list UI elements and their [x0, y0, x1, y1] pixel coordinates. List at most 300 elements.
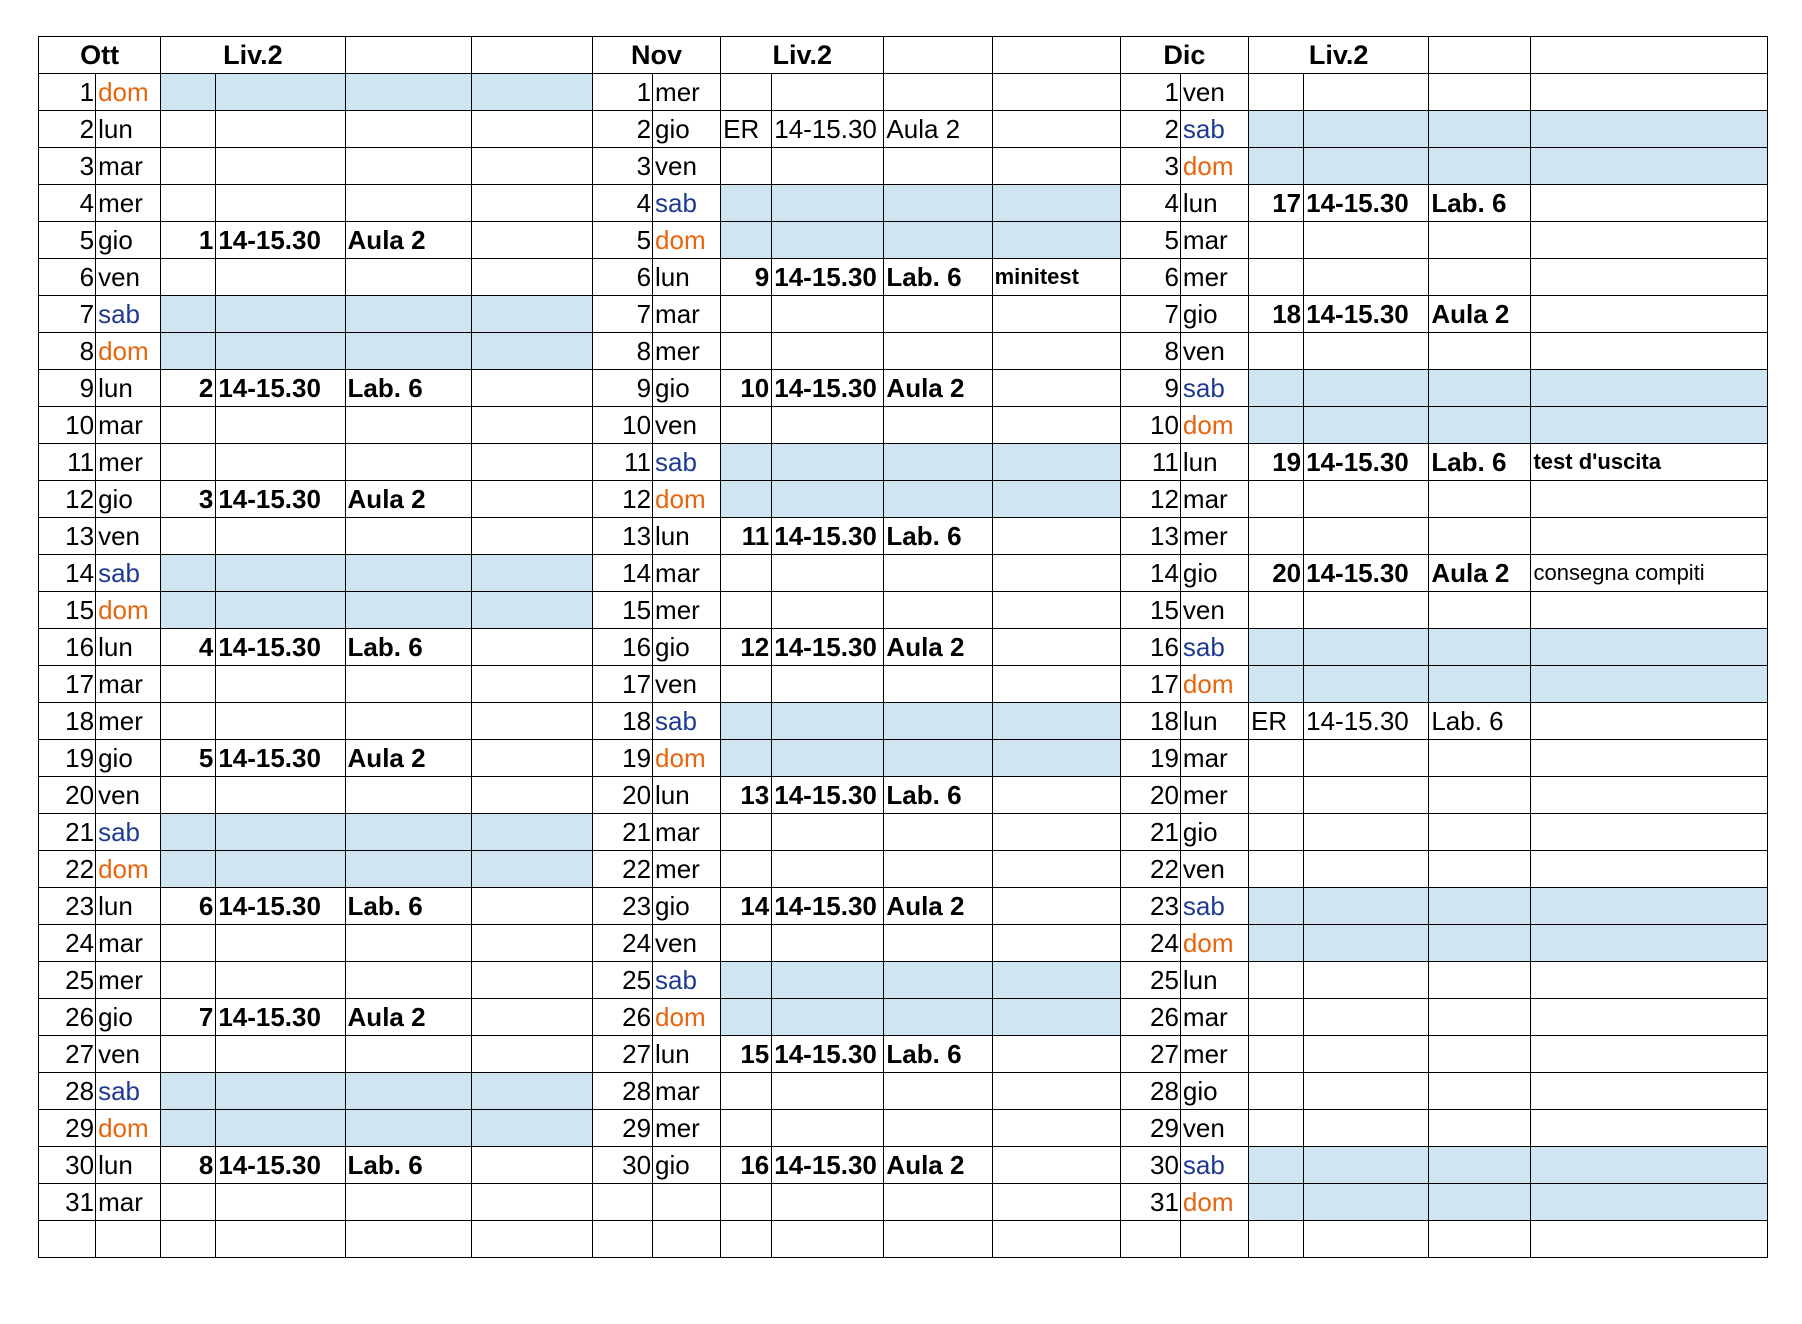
weekday-dic: ven [1180, 74, 1248, 111]
lesson-time [1304, 999, 1429, 1036]
lesson-note [1531, 814, 1768, 851]
lesson-note [471, 925, 592, 962]
lesson-time [216, 74, 345, 111]
table-row [39, 481, 1768, 518]
lesson-time [772, 74, 884, 111]
lesson-room [345, 592, 471, 629]
date-ott: 1 [39, 74, 96, 111]
header-empty [1429, 37, 1531, 74]
weekday-ott: mar [96, 1184, 161, 1221]
date-nov: 28 [592, 1073, 652, 1110]
lesson-room: Aula 2 [884, 370, 992, 407]
table-row [39, 1147, 1768, 1184]
empty-cell [992, 1184, 1120, 1221]
empty-cell [1429, 1221, 1531, 1258]
date-ott: 16 [39, 629, 96, 666]
weekday-dic: lun [1180, 703, 1248, 740]
weekday-nov: lun [653, 518, 721, 555]
table-row [39, 592, 1768, 629]
date-dic: 28 [1120, 1073, 1180, 1110]
lesson-time [772, 444, 884, 481]
lesson-time [772, 740, 884, 777]
date-nov: 17 [592, 666, 652, 703]
calendar-sheet [38, 36, 1768, 1268]
lesson-time: 14-15.30 [772, 777, 884, 814]
lesson-number [161, 1184, 216, 1221]
lesson-note [992, 222, 1120, 259]
lesson-time [216, 1110, 345, 1147]
weekday-nov: ven [653, 148, 721, 185]
empty-cell [653, 1221, 721, 1258]
lesson-time [772, 999, 884, 1036]
lesson-note [1531, 259, 1768, 296]
weekday-ott: dom [96, 333, 161, 370]
weekday-nov: mer [653, 74, 721, 111]
date-ott: 18 [39, 703, 96, 740]
table-row [39, 555, 1768, 592]
lesson-note [1531, 999, 1768, 1036]
lesson-room: Lab. 6 [884, 777, 992, 814]
lesson-note [1531, 888, 1768, 925]
weekday-nov: sab [653, 962, 721, 999]
date-nov: 23 [592, 888, 652, 925]
lesson-note [992, 74, 1120, 111]
lesson-room [1429, 814, 1531, 851]
weekday-ott: mer [96, 444, 161, 481]
date-ott: 24 [39, 925, 96, 962]
lesson-time [216, 1073, 345, 1110]
lesson-room [345, 814, 471, 851]
weekday-ott: mer [96, 185, 161, 222]
lesson-room [1429, 1110, 1531, 1147]
lesson-note [1531, 296, 1768, 333]
lesson-number [161, 592, 216, 629]
lesson-number [721, 407, 772, 444]
lesson-note [471, 1110, 592, 1147]
date-dic: 12 [1120, 481, 1180, 518]
date-ott: 22 [39, 851, 96, 888]
lesson-time [1304, 740, 1429, 777]
lesson-note [992, 148, 1120, 185]
lesson-time [1304, 851, 1429, 888]
lesson-note [1531, 185, 1768, 222]
lesson-note [992, 1036, 1120, 1073]
lesson-room [884, 1073, 992, 1110]
lesson-note [1531, 481, 1768, 518]
table-row [39, 407, 1768, 444]
table-row [39, 703, 1768, 740]
lesson-note [992, 888, 1120, 925]
date-dic: 16 [1120, 629, 1180, 666]
lesson-note [471, 592, 592, 629]
lesson-room [1429, 1147, 1531, 1184]
date-nov: 27 [592, 1036, 652, 1073]
table-row [39, 296, 1768, 333]
lesson-room [884, 333, 992, 370]
table-row [39, 333, 1768, 370]
weekday-ott: mer [96, 962, 161, 999]
lesson-room [1429, 629, 1531, 666]
level-header-ott: Liv.2 [161, 37, 345, 74]
lesson-time: 14-15.30 [772, 370, 884, 407]
lesson-time [1304, 1147, 1429, 1184]
weekday-nov: sab [653, 185, 721, 222]
table-row [39, 444, 1768, 481]
lesson-note [992, 444, 1120, 481]
lesson-room: Aula 2 [884, 888, 992, 925]
lesson-room: Aula 2 [345, 999, 471, 1036]
weekday-ott: mar [96, 407, 161, 444]
lesson-note [1531, 148, 1768, 185]
weekday-dic: dom [1180, 148, 1248, 185]
lesson-time: 14-15.30 [772, 1147, 884, 1184]
date-ott: 28 [39, 1073, 96, 1110]
lesson-number [161, 296, 216, 333]
weekday-nov: gio [653, 370, 721, 407]
lesson-time: 14-15.30 [216, 1147, 345, 1184]
lesson-time [772, 814, 884, 851]
empty-cell [345, 1221, 471, 1258]
lesson-number [721, 296, 772, 333]
lesson-number: 13 [721, 777, 772, 814]
lesson-note [992, 185, 1120, 222]
lesson-number [161, 148, 216, 185]
date-ott: 11 [39, 444, 96, 481]
lesson-room [1429, 740, 1531, 777]
lesson-room: Aula 2 [1429, 555, 1531, 592]
weekday-ott: sab [96, 555, 161, 592]
lesson-note [1531, 962, 1768, 999]
lesson-room [1429, 851, 1531, 888]
lesson-room [345, 703, 471, 740]
date-nov: 30 [592, 1147, 652, 1184]
lesson-note [471, 703, 592, 740]
table-row [39, 74, 1768, 111]
lesson-number: 7 [161, 999, 216, 1036]
lesson-time [216, 148, 345, 185]
date-ott: 19 [39, 740, 96, 777]
lesson-time [216, 666, 345, 703]
lesson-number [721, 703, 772, 740]
weekday-nov: mar [653, 296, 721, 333]
lesson-number [161, 1110, 216, 1147]
lesson-note [992, 629, 1120, 666]
lesson-note [992, 851, 1120, 888]
date-ott: 17 [39, 666, 96, 703]
date-dic: 10 [1120, 407, 1180, 444]
lesson-time [216, 962, 345, 999]
lesson-time [772, 592, 884, 629]
lesson-room [345, 407, 471, 444]
lesson-note [992, 814, 1120, 851]
date-ott: 8 [39, 333, 96, 370]
lesson-note [1531, 592, 1768, 629]
date-nov: 13 [592, 518, 652, 555]
lesson-number [1249, 74, 1304, 111]
lesson-number [161, 1036, 216, 1073]
table-row [39, 962, 1768, 999]
lesson-note [471, 1147, 592, 1184]
date-ott: 5 [39, 222, 96, 259]
weekday-dic: gio [1180, 814, 1248, 851]
lesson-room [884, 925, 992, 962]
date-dic: 5 [1120, 222, 1180, 259]
lesson-number: ER [721, 111, 772, 148]
table-row [39, 148, 1768, 185]
lesson-room [1429, 1036, 1531, 1073]
date-ott: 15 [39, 592, 96, 629]
weekday-dic: mar [1180, 222, 1248, 259]
lesson-note [1531, 1110, 1768, 1147]
lesson-room: Aula 2 [884, 629, 992, 666]
lesson-time: 14-15.30 [772, 1036, 884, 1073]
header-empty [471, 37, 592, 74]
lesson-room [1429, 370, 1531, 407]
lesson-number [1249, 1036, 1304, 1073]
weekday-dic: mar [1180, 740, 1248, 777]
lesson-time [1304, 925, 1429, 962]
table-row [39, 925, 1768, 962]
weekday-ott: lun [96, 370, 161, 407]
lesson-number [1249, 629, 1304, 666]
lesson-room: Lab. 6 [1429, 185, 1531, 222]
lesson-number [161, 703, 216, 740]
lesson-time [772, 851, 884, 888]
table-row [39, 814, 1768, 851]
lesson-number [721, 481, 772, 518]
lesson-time [772, 666, 884, 703]
lesson-room [1429, 518, 1531, 555]
date-dic: 7 [1120, 296, 1180, 333]
date-nov: 4 [592, 185, 652, 222]
weekday-nov: lun [653, 259, 721, 296]
lesson-time: 14-15.30 [772, 518, 884, 555]
lesson-number: 10 [721, 370, 772, 407]
lesson-time [216, 555, 345, 592]
lesson-note [992, 518, 1120, 555]
date-dic: 22 [1120, 851, 1180, 888]
lesson-number [1249, 407, 1304, 444]
lesson-room [884, 74, 992, 111]
lesson-room [1429, 962, 1531, 999]
date-nov: 21 [592, 814, 652, 851]
header-row [39, 37, 1768, 74]
weekday-nov: mer [653, 333, 721, 370]
lesson-room [345, 111, 471, 148]
lesson-time [772, 703, 884, 740]
lesson-room [1429, 777, 1531, 814]
lesson-note: consegna compiti [1531, 555, 1768, 592]
lesson-note [992, 962, 1120, 999]
lesson-note [471, 444, 592, 481]
lesson-time [772, 407, 884, 444]
weekday-dic: gio [1180, 296, 1248, 333]
empty-cell [772, 1184, 884, 1221]
weekday-dic: mer [1180, 777, 1248, 814]
date-dic: 1 [1120, 74, 1180, 111]
lesson-note [1531, 851, 1768, 888]
lesson-number [721, 185, 772, 222]
lesson-number [1249, 999, 1304, 1036]
lesson-room [884, 703, 992, 740]
lesson-number: 2 [161, 370, 216, 407]
lesson-note [992, 777, 1120, 814]
lesson-note [992, 296, 1120, 333]
lesson-room [1429, 925, 1531, 962]
lesson-time [1304, 1073, 1429, 1110]
weekday-dic: mar [1180, 481, 1248, 518]
weekday-dic: lun [1180, 444, 1248, 481]
lesson-number [161, 333, 216, 370]
lesson-number: 20 [1249, 555, 1304, 592]
lesson-room: Lab. 6 [884, 1036, 992, 1073]
lesson-room: Lab. 6 [1429, 703, 1531, 740]
table-row [39, 888, 1768, 925]
lesson-room [1429, 259, 1531, 296]
table-row [39, 1110, 1768, 1147]
date-dic: 8 [1120, 333, 1180, 370]
lesson-number [1249, 481, 1304, 518]
lesson-note [1531, 1184, 1768, 1221]
lesson-note [992, 925, 1120, 962]
lesson-number [161, 259, 216, 296]
date-dic: 21 [1120, 814, 1180, 851]
lesson-number [721, 666, 772, 703]
lesson-room [884, 814, 992, 851]
lesson-note [1531, 74, 1768, 111]
lesson-note [992, 592, 1120, 629]
lesson-note [471, 481, 592, 518]
lesson-time [1304, 814, 1429, 851]
lesson-time: 14-15.30 [1304, 555, 1429, 592]
date-ott: 27 [39, 1036, 96, 1073]
weekday-nov: mar [653, 1073, 721, 1110]
lesson-room [884, 148, 992, 185]
date-nov: 14 [592, 555, 652, 592]
date-dic: 15 [1120, 592, 1180, 629]
date-nov: 2 [592, 111, 652, 148]
lesson-number: 17 [1249, 185, 1304, 222]
lesson-note [471, 962, 592, 999]
lesson-time [1304, 888, 1429, 925]
lesson-room [884, 962, 992, 999]
lesson-number [161, 74, 216, 111]
date-ott: 26 [39, 999, 96, 1036]
lesson-room: Aula 2 [345, 222, 471, 259]
weekday-ott: dom [96, 592, 161, 629]
weekday-ott: mar [96, 148, 161, 185]
weekday-ott: gio [96, 222, 161, 259]
lesson-room [884, 555, 992, 592]
lesson-number [721, 444, 772, 481]
lesson-note [992, 1147, 1120, 1184]
lesson-number [1249, 777, 1304, 814]
lesson-number [161, 407, 216, 444]
lesson-time: 14-15.30 [216, 222, 345, 259]
table-row [39, 185, 1768, 222]
weekday-nov: mer [653, 592, 721, 629]
lesson-note [1531, 1073, 1768, 1110]
lesson-time: 14-15.30 [772, 111, 884, 148]
lesson-room [345, 777, 471, 814]
lesson-number: 16 [721, 1147, 772, 1184]
lesson-room [884, 740, 992, 777]
weekday-nov: gio [653, 1147, 721, 1184]
lesson-note [471, 370, 592, 407]
weekday-dic: mer [1180, 1036, 1248, 1073]
date-nov: 6 [592, 259, 652, 296]
lesson-number [1249, 1110, 1304, 1147]
date-dic: 30 [1120, 1147, 1180, 1184]
lesson-number [161, 851, 216, 888]
date-dic: 3 [1120, 148, 1180, 185]
lesson-room [884, 1110, 992, 1147]
weekday-nov: gio [653, 111, 721, 148]
lesson-note [992, 740, 1120, 777]
table-row [39, 1221, 1768, 1258]
lesson-number [1249, 814, 1304, 851]
empty-cell [884, 1184, 992, 1221]
lesson-number: 1 [161, 222, 216, 259]
lesson-time: 14-15.30 [772, 629, 884, 666]
lesson-room: Aula 2 [884, 1147, 992, 1184]
month-header-dic: Dic [1120, 37, 1248, 74]
lesson-time: 14-15.30 [216, 888, 345, 925]
lesson-note [471, 629, 592, 666]
table-row [39, 259, 1768, 296]
lesson-note [471, 333, 592, 370]
lesson-note [992, 333, 1120, 370]
lesson-number [721, 74, 772, 111]
date-ott: 20 [39, 777, 96, 814]
date-dic: 27 [1120, 1036, 1180, 1073]
date-ott: 14 [39, 555, 96, 592]
empty-cell [1531, 1221, 1768, 1258]
empty-cell [1249, 1221, 1304, 1258]
lesson-room [884, 185, 992, 222]
lesson-room [884, 481, 992, 518]
lesson-number [1249, 962, 1304, 999]
date-nov: 9 [592, 370, 652, 407]
lesson-time [772, 1073, 884, 1110]
level-header-dic: Liv.2 [1249, 37, 1429, 74]
lesson-number [161, 814, 216, 851]
lesson-note [992, 481, 1120, 518]
lesson-number [721, 555, 772, 592]
empty-cell [653, 1184, 721, 1221]
weekday-dic: gio [1180, 1073, 1248, 1110]
lesson-note [992, 1073, 1120, 1110]
weekday-ott: ven [96, 1036, 161, 1073]
empty-cell [1304, 1221, 1429, 1258]
lesson-time [772, 333, 884, 370]
date-nov: 24 [592, 925, 652, 962]
lesson-note [992, 407, 1120, 444]
table-row [39, 629, 1768, 666]
lesson-note [1531, 222, 1768, 259]
lesson-time [216, 703, 345, 740]
date-nov: 5 [592, 222, 652, 259]
lesson-number [161, 925, 216, 962]
lesson-number: 11 [721, 518, 772, 555]
lesson-time [772, 481, 884, 518]
lesson-number [1249, 148, 1304, 185]
lesson-time [772, 962, 884, 999]
lesson-number: 12 [721, 629, 772, 666]
date-dic: 9 [1120, 370, 1180, 407]
lesson-time [1304, 370, 1429, 407]
lesson-number: 18 [1249, 296, 1304, 333]
